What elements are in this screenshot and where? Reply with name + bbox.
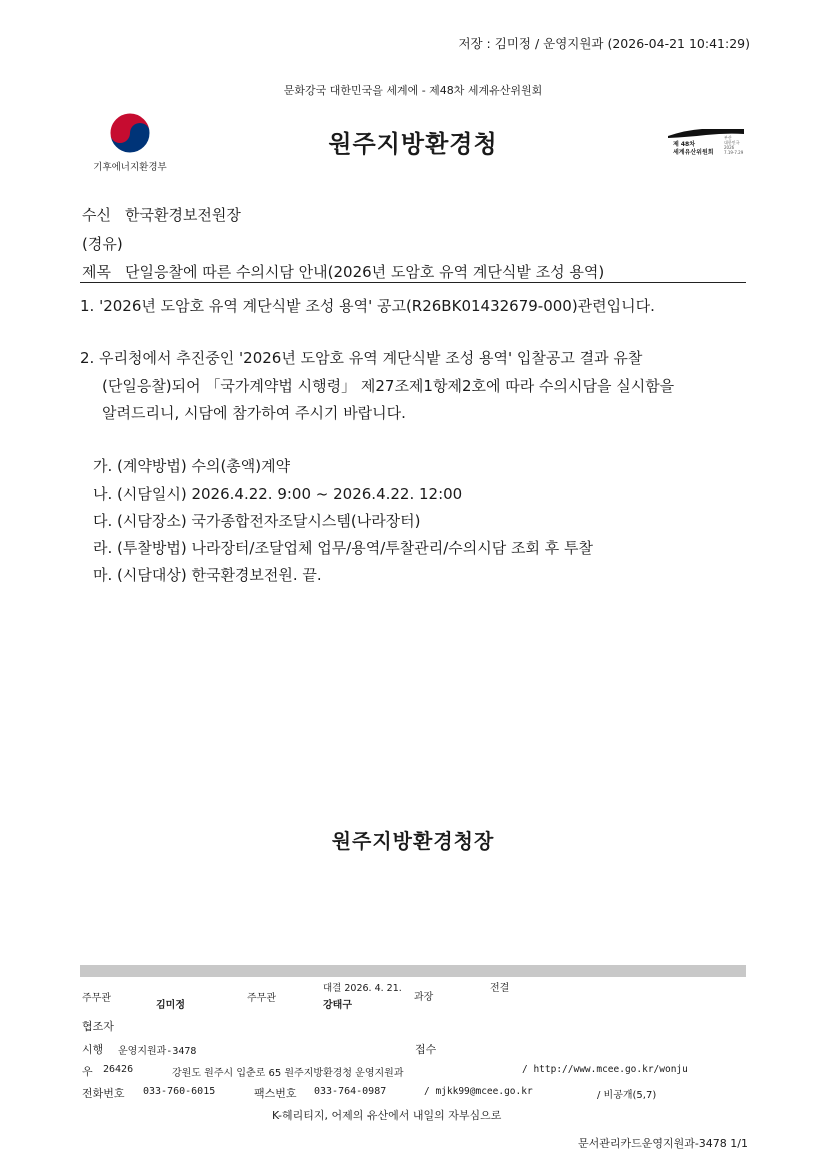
phone-label: 전화번호 <box>82 1087 125 1100</box>
disclosure: / 비공개(5,7) <box>597 1090 657 1101</box>
address: 강원도 원주시 입춘로 65 원주지방환경청 운영지원과 <box>172 1068 404 1079</box>
subject-label: 제목 <box>82 263 111 281</box>
heritage-logo-line1: 제 48차 <box>673 141 696 148</box>
list-item: 가. (계약방법) 수의(총액)계약 <box>93 457 291 475</box>
heritage-logo-line2: 세계유산위원회 <box>673 149 714 156</box>
ministry-name: 기후에너지환경부 <box>93 162 167 173</box>
website-link[interactable]: / http://www.mcee.go.kr/wonju <box>522 1064 688 1075</box>
fax: 033-764-0987 <box>314 1086 387 1097</box>
execution-label: 시행 <box>82 1043 104 1056</box>
print-info: 저장 : 김미정 / 운영지원과 (2026-04-21 10:41:29) <box>458 36 750 51</box>
agency-title: 원주지방환경청 <box>328 130 498 158</box>
paragraph-2-line-3: 알려드리니, 시담에 참가하여 주시기 바랍니다. <box>102 404 406 422</box>
via-row: (경유) <box>82 235 123 253</box>
email-link[interactable]: / mjkk99@mcee.go.kr <box>424 1086 533 1097</box>
postal-label: 우 <box>82 1065 93 1078</box>
list-item: 라. (투찰방법) 나라장터/조달업체 업무/용역/투찰관리/수의시담 조회 후 투찰 <box>93 539 593 557</box>
cooperator-label: 협조자 <box>82 1020 114 1033</box>
drafter-name: 김미정 <box>156 1000 185 1011</box>
paragraph-1: 1. '2026년 도암호 유역 계단식밭 조성 용역' 공고(R26BK01432679-000)관련입니다. <box>80 297 655 315</box>
approval-date: 대결 2026. 4. 21. <box>323 983 402 994</box>
header-divider <box>80 282 746 283</box>
slogan: 문화강국 대한민국을 세계에 - 제48차 세계유산위원회 <box>283 84 543 97</box>
drafter-role: 주무관 <box>82 993 111 1004</box>
fax-label: 팩스번호 <box>254 1087 297 1100</box>
reception-label: 접수 <box>415 1043 437 1056</box>
section-chief-role: 과장 <box>414 992 434 1003</box>
campaign-slogan: K-헤리티지, 어제의 유산에서 내일의 자부심으로 <box>272 1109 502 1122</box>
list-item: 다. (시담장소) 국가종합전자조달시스템(나라장터) <box>93 512 421 530</box>
doc-card-ref: 문서관리카드운영지원과-3478 1/1 <box>577 1137 748 1150</box>
issuer-signature: 원주지방환경청장 <box>331 829 495 853</box>
postal-code: 26426 <box>103 1064 134 1075</box>
heritage-logo-side: 부산 대한민국 2026 7.19-7.29 <box>724 135 744 155</box>
list-item: 마. (시담대상) 한국환경보전원. 끝. <box>93 566 322 584</box>
reviewer-role: 주무관 <box>247 993 276 1004</box>
heritage-committee-logo <box>666 126 748 160</box>
phone: 033-760-6015 <box>143 1086 216 1097</box>
final-approval: 전결 <box>490 983 510 994</box>
recipient-row <box>82 204 241 225</box>
execution-value: 운영지원과-3478 <box>118 1046 197 1057</box>
paragraph-2-line-1: 2. 우리청에서 추진중인 '2026년 도암호 유역 계단식밭 조성 용역' 입찰공고 결과 유찰 <box>80 349 643 367</box>
recipient-label: 수신 <box>82 206 111 224</box>
footer-divider <box>80 965 746 977</box>
paragraph-2-line-2: (단일응찰)되어 「국가계약법 시행령」 제27조제1항제2호에 따라 수의시담을 실시함을 <box>102 377 675 395</box>
list-item: 나. (시담일시) 2026.4.22. 9:00 ~ 2026.4.22. 12:00 <box>93 485 463 503</box>
subject: 단일응찰에 따른 수의시담 안내(2026년 도암호 유역 계단식밭 조성 용역) <box>124 263 605 281</box>
subject-row <box>82 261 604 282</box>
recipient: 한국환경보전원장 <box>124 206 241 224</box>
approver-name: 강태구 <box>323 1000 352 1011</box>
